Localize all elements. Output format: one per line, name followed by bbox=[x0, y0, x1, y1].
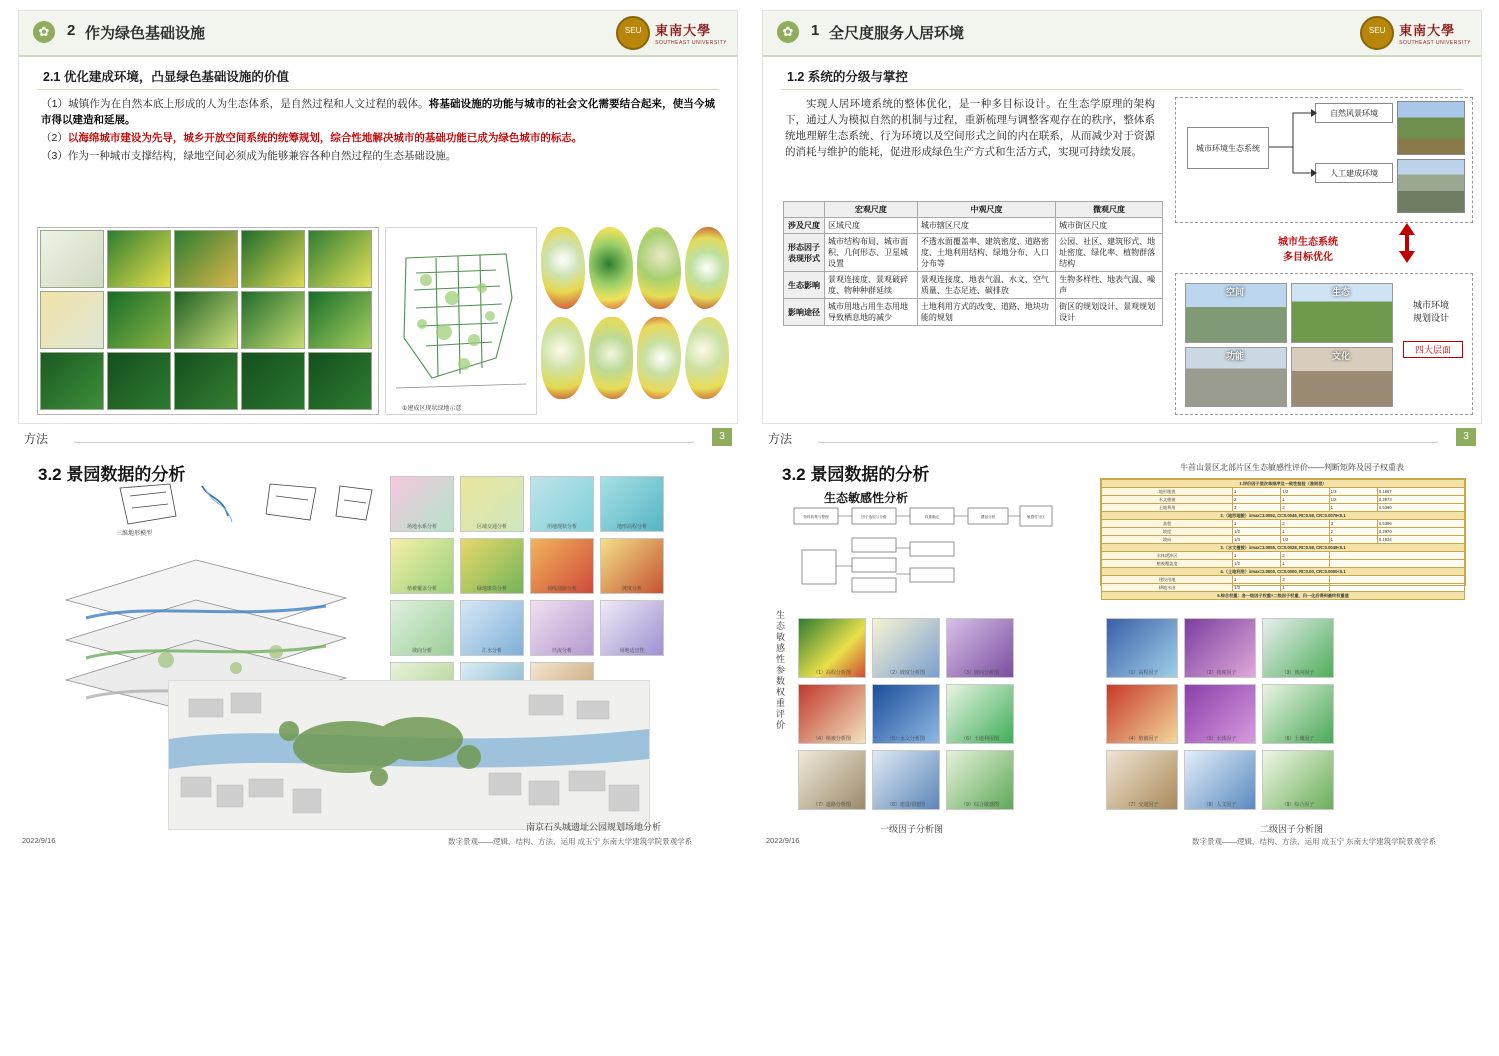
thumb-label: （2）坡度分析图 bbox=[887, 670, 925, 676]
thumb-label: （1）高程因子 bbox=[1125, 670, 1159, 676]
logo-subtext: SOUTHEAST UNIVERSITY bbox=[655, 40, 727, 46]
quad-label-culture: 文化 bbox=[1331, 351, 1350, 361]
diagram-box-built: 人工建成环境 bbox=[1315, 163, 1393, 183]
cell: 景观连接度、地表气温、水文、空气质量、生态足迹、碳排放 bbox=[917, 272, 1055, 299]
table-row bbox=[784, 272, 1163, 299]
thumb-label: 坡向分析 bbox=[411, 648, 432, 654]
diagram-side-label: 城市环境 规划设计 bbox=[1412, 300, 1449, 323]
thumb-label: （7）交通因子 bbox=[1125, 802, 1159, 808]
th-macro: 宏观尺度 bbox=[825, 202, 918, 218]
diagram-center-label: 城市生态系统 多目标优化 bbox=[1278, 237, 1338, 263]
thumb-label: （4）植被因子 bbox=[1125, 736, 1159, 742]
ahp-cell: 0.2970 bbox=[1377, 528, 1464, 536]
slide-number: 1 bbox=[811, 22, 820, 39]
ahp-cell: 1 bbox=[1281, 528, 1329, 536]
logo-subtext: SOUTHEAST UNIVERSITY bbox=[1399, 40, 1471, 46]
photo-built-environment bbox=[1397, 159, 1465, 213]
logo-text: 東南大學 bbox=[655, 23, 712, 38]
ahp-cell: 0.5360 bbox=[1377, 504, 1464, 512]
thumb-label: （3）坡向因子 bbox=[1281, 670, 1315, 676]
footer-date: 2022/9/16 bbox=[22, 836, 56, 845]
footer-info: 数字景观——逻辑、结构、方法、运用 成玉宁 东南大学建筑学院景观学系 bbox=[1192, 837, 1437, 846]
slide-top-left bbox=[18, 10, 738, 424]
row-head: 涉及尺度 bbox=[784, 218, 825, 234]
p3-normal: 作为一种城市支撑结构，绿地空间必须成为能够兼容各种自然过程的生态基础设施。 bbox=[67, 150, 457, 162]
thumb-label: （1）高程分析图 bbox=[813, 670, 851, 676]
ahp-section: 3.（水文植被）λmax=3.0055, CI=0.0028, RI=0.58, CR=0.0048<0.1 bbox=[1102, 544, 1465, 552]
cell: 生物多样性、地表气温、噪声 bbox=[1056, 272, 1163, 299]
ahp-cell: 高程 bbox=[1102, 520, 1233, 528]
svg-text:资料收集与整理: 资料收集与整理 bbox=[803, 515, 829, 519]
cell: 城市街区尺度 bbox=[1056, 218, 1163, 234]
ahp-cell: 0.5396 bbox=[1377, 520, 1464, 528]
ahp-cell: 2 bbox=[1281, 504, 1329, 512]
scale-table bbox=[783, 201, 1163, 326]
diagram-side-note: 四大层面 bbox=[1403, 341, 1463, 358]
slide-title: 全尺度服务人居环境 bbox=[829, 25, 965, 42]
table-row bbox=[784, 218, 1163, 234]
row-head: 生态影响 bbox=[784, 272, 825, 299]
thumb-label: （2）坡度因子 bbox=[1203, 670, 1237, 676]
slide-header bbox=[763, 11, 1481, 57]
ahp-cell: 建设用地 bbox=[1102, 576, 1233, 584]
slide-title: 作为绿色基础设施 bbox=[85, 25, 206, 42]
ahp-cell-blank bbox=[1329, 576, 1464, 584]
ahp-cell: 1 bbox=[1329, 536, 1377, 544]
ahp-cell: 1 bbox=[1281, 496, 1329, 504]
figure-grid-left bbox=[37, 227, 379, 415]
ahp-section: 2.（地形地貌）λmax=3.0092, CI=0.0046, RI=0.58, CR=0.0079<0.1 bbox=[1102, 512, 1465, 520]
thumb-label: （7）道路分析图 bbox=[813, 802, 851, 808]
diagram-box-natural: 自然风景环境 bbox=[1315, 103, 1393, 123]
thumb-label: 区域交通分析 bbox=[476, 524, 507, 530]
ahp-row-0: 1.评价因子层次单排序及一致性检验（准则层） bbox=[1102, 480, 1465, 488]
double-arrow-icon bbox=[1397, 223, 1417, 263]
diagram-box-system: 城市环境生态系统 bbox=[1187, 127, 1269, 169]
thumb-label: 植被覆盖分析 bbox=[406, 586, 437, 592]
ahp-cell: 1/2 bbox=[1281, 536, 1329, 544]
university-logo bbox=[1360, 17, 1471, 49]
ahp-cell: 3 bbox=[1281, 576, 1329, 584]
ahp-cell: 植被覆盖度 bbox=[1102, 560, 1233, 568]
page-number-badge: 3 bbox=[712, 428, 732, 446]
page-title: 3.2 景园数据的分析 bbox=[782, 465, 930, 484]
ahp-cell: 2 bbox=[1281, 520, 1329, 528]
slide-bottom-right bbox=[762, 428, 1480, 846]
masterplan-render bbox=[168, 680, 650, 830]
paragraph-1 bbox=[41, 96, 715, 128]
ahp-cell: 1/2 bbox=[1329, 496, 1377, 504]
cell: 景观连接度、景观破碎度、物种种群延续 bbox=[825, 272, 918, 299]
header-divider bbox=[74, 442, 694, 443]
thumb-label: （8）建设用地图 bbox=[887, 802, 925, 808]
slide-header bbox=[762, 428, 1480, 454]
flow-chart bbox=[792, 498, 1082, 608]
logo-seal-icon: SEU bbox=[1360, 16, 1394, 50]
thumb-label: 坡度分析 bbox=[621, 586, 642, 592]
thumb-label: 绿地斑块分析 bbox=[476, 586, 507, 592]
ahp-cell: 0.1667 bbox=[1377, 488, 1464, 496]
university-logo bbox=[616, 17, 727, 49]
sketch-row bbox=[110, 476, 376, 538]
ahp-cell: 1 bbox=[1233, 576, 1281, 584]
row-head: 影响途径 bbox=[784, 299, 825, 326]
header-label-method: 方法 bbox=[24, 432, 49, 446]
p2-lead: （2） bbox=[41, 132, 68, 144]
ahp-cell: 1 bbox=[1281, 560, 1329, 568]
thumb-label: （4）植被分析图 bbox=[813, 736, 851, 742]
th-micro: 微观尺度 bbox=[1056, 202, 1163, 218]
ahp-cell: 坡度 bbox=[1102, 528, 1233, 536]
thumb-label: （9）综合因子 bbox=[1281, 802, 1315, 808]
p2-red: 以海绵城市建设为先导，城乡开放空间系统的统筹规划，综合性地解决城市的基础功能已成为绿色城市的标志。 bbox=[67, 132, 583, 144]
p1-normal: 城镇作为在自然本底上形成的人为生态体系，是自然过程和人文过程的载体。 bbox=[68, 98, 429, 110]
slide-header bbox=[19, 11, 737, 57]
gear-icon: ✿ bbox=[777, 21, 799, 43]
thumb-label: （9）综合敏感图 bbox=[961, 802, 999, 808]
thumb-label: 地形高程分析 bbox=[616, 524, 647, 530]
p1-bold: 将基础设施的功能与城市的社会文化需要结合起来，使当今城市得以建造和延展。 bbox=[41, 98, 716, 126]
header-label-method: 方法 bbox=[768, 432, 793, 446]
section-heading: 2.1 优化建成环境，凸显绿色基础设施的价值 bbox=[43, 70, 289, 84]
ahp-cell: 1/3 bbox=[1233, 536, 1281, 544]
thumb-label: 径流分析 bbox=[551, 648, 572, 654]
ahp-cell: 水文植被 bbox=[1102, 496, 1233, 504]
ahp-cell-blank bbox=[1329, 584, 1464, 592]
slide-number: 2 bbox=[67, 22, 76, 39]
ahp-matrix-table bbox=[1100, 478, 1466, 598]
ahp-cell: 土地利用 bbox=[1102, 504, 1233, 512]
cell: 街区的规划设计、景观规划设计 bbox=[1056, 299, 1163, 326]
photo-natural-landscape bbox=[1397, 101, 1465, 155]
paragraph-3 bbox=[41, 148, 715, 164]
ahp-cell: 1 bbox=[1233, 520, 1281, 528]
ahp-cell-blank bbox=[1329, 560, 1464, 568]
figure-grid-right bbox=[541, 227, 731, 413]
thumb-label: （5）水文分析图 bbox=[887, 736, 925, 742]
slide-header bbox=[18, 428, 736, 454]
ahp-cell: 3 bbox=[1233, 504, 1281, 512]
ahp-cell-blank bbox=[1329, 552, 1464, 560]
ahp-section: 5.综合权重：各一级因子权重×二级因子权重，归一化后得到最终权重值 bbox=[1102, 592, 1465, 600]
ahp-cell: 1/2 bbox=[1233, 528, 1281, 536]
ahp-cell: 2 bbox=[1329, 528, 1377, 536]
quad-label-function: 功能 bbox=[1225, 351, 1244, 361]
p3-lead: （3） bbox=[41, 150, 68, 162]
ahp-cell: 3 bbox=[1329, 520, 1377, 528]
primary-factor-grid bbox=[798, 618, 1022, 818]
right-grid-caption: 二级因子分析图 bbox=[1260, 824, 1324, 834]
svg-text:叠加分析: 叠加分析 bbox=[980, 515, 996, 519]
section-heading: 1.2 系统的分级与掌控 bbox=[787, 70, 908, 84]
thumb-label: 用地适宜性 bbox=[619, 648, 645, 654]
slide-top-right bbox=[762, 10, 1482, 424]
p1-lead: （1） bbox=[41, 98, 69, 110]
thumb-label: （3）坡向分析图 bbox=[961, 670, 999, 676]
divider bbox=[37, 89, 719, 90]
vertical-axis-label: 生态敏感性参数权重评价 bbox=[775, 610, 785, 731]
gear-icon: ✿ bbox=[33, 21, 55, 43]
ahp-cell: 2 bbox=[1233, 496, 1281, 504]
svg-text:权重确定: 权重确定 bbox=[924, 515, 940, 519]
table-row bbox=[784, 234, 1163, 272]
ahp-section: 4.（土地利用）λmax=2.0000, CI=0.0000, RI=0.00, CR=0.0000<0.1 bbox=[1102, 568, 1465, 576]
masterplan-caption: 南京石头城遗址公园规划场地分析 bbox=[526, 822, 662, 832]
figure-site-plan bbox=[385, 227, 537, 415]
thumb-label: （5）水体因子 bbox=[1203, 736, 1237, 742]
left-grid-caption: 一级因子分析图 bbox=[880, 824, 944, 834]
cell: 城市用地占用生态用地导致栖息地的减少 bbox=[825, 299, 918, 326]
ahp-cell: 地形地貌 bbox=[1102, 488, 1233, 496]
secondary-factor-grid bbox=[1106, 618, 1340, 818]
quad-label-ecology: 生态 bbox=[1331, 287, 1350, 297]
ahp-cell: 0.1634 bbox=[1377, 536, 1464, 544]
thumb-label: （8）人文因子 bbox=[1203, 802, 1237, 808]
diagram-connector-arrows bbox=[1263, 103, 1323, 189]
paragraph-2 bbox=[41, 130, 715, 146]
thumb-label: 场地水系分析 bbox=[406, 524, 437, 530]
thumb-label: （6）土壤因子 bbox=[1281, 736, 1315, 742]
ahp-cell: 1 bbox=[1329, 504, 1377, 512]
footer-date: 2022/9/16 bbox=[766, 836, 800, 845]
logo-seal-icon: SEU bbox=[616, 16, 650, 50]
slide-bottom-left bbox=[18, 428, 736, 846]
table-header-row bbox=[784, 202, 1163, 218]
page-title: 3.2 景园数据的分析 bbox=[38, 465, 186, 484]
ahp-cell: 坡向 bbox=[1102, 536, 1233, 544]
ahp-cell: 1/3 bbox=[1233, 584, 1281, 592]
figure-caption-center: ①建成区现状绿地示意 bbox=[402, 406, 462, 412]
thumb-label: 用地现状分析 bbox=[546, 524, 577, 530]
th-blank bbox=[784, 202, 825, 218]
ahp-cell: 耕地水田 bbox=[1102, 584, 1233, 592]
quad-label-space: 空间 bbox=[1225, 287, 1244, 297]
footer-info: 数字景观——逻辑、结构、方法、运用 成玉宁 东南大学建筑学院景观学系 bbox=[448, 837, 693, 846]
cell: 城市辖区尺度 bbox=[917, 218, 1055, 234]
th-meso: 中观尺度 bbox=[917, 202, 1055, 218]
page-number-badge: 3 bbox=[1456, 428, 1476, 446]
body-paragraph: 实现人居环境系统的整体优化，是一种多目标设计。在生态学原理的架构下，通过人为模拟自然的机制与过程，重新梳理与调整客观存在的秩序，整体系统地理解生态系统、行为环境以及空间形式之间的内在联系，从而减少对于资源的消耗与维护的能耗，促进形成绿色生产方式和生活方式，实现可持续发展。 bbox=[785, 98, 1155, 158]
row-head: 形态因子表现形式 bbox=[784, 234, 825, 272]
table-title: 牛首山景区北部片区生态敏感性评价——判断矩阵及因子权重表 bbox=[1180, 463, 1404, 472]
cell: 土地利用方式的改变、道路、地块功能的规划 bbox=[917, 299, 1055, 326]
ahp-cell: 1/3 bbox=[1329, 488, 1377, 496]
ahp-cell: 1 bbox=[1281, 584, 1329, 592]
logo-text: 東南大學 bbox=[1399, 23, 1456, 38]
header-divider bbox=[818, 442, 1438, 443]
cell: 不透水面覆盖率、建筑密度、道路密度、土地利用结构、绿地分布、人口分布等 bbox=[917, 234, 1055, 272]
thumb-label: （6）土地利用图 bbox=[961, 736, 999, 742]
cell: 城市结构布局、城市面积、几何形态、卫星城设置 bbox=[825, 234, 918, 272]
page-subtitle: 生态敏感性分析 bbox=[824, 491, 909, 505]
sketch-caption: 三维地形模型 bbox=[116, 531, 153, 537]
svg-text:因子选取与分级: 因子选取与分级 bbox=[861, 515, 887, 519]
ahp-cell: 1 bbox=[1233, 488, 1281, 496]
table-row bbox=[784, 299, 1163, 326]
ahp-cell: 水体缓冲区 bbox=[1102, 552, 1233, 560]
ahp-cell: 1 bbox=[1233, 552, 1281, 560]
thumb-label: 汇水分析 bbox=[481, 648, 502, 654]
cell: 公园、社区、建筑形式、地址密度、绿化率、植物群落结构 bbox=[1056, 234, 1163, 272]
ahp-cell: 2 bbox=[1281, 552, 1329, 560]
ahp-cell: 1/2 bbox=[1233, 560, 1281, 568]
divider bbox=[781, 89, 1463, 90]
thumb-label: 视线通廊分析 bbox=[546, 586, 577, 592]
cell: 区域尺度 bbox=[825, 218, 918, 234]
ahp-cell: 0.2973 bbox=[1377, 496, 1464, 504]
svg-text:敏感性分区: 敏感性分区 bbox=[1027, 515, 1045, 519]
ahp-cell: 1/2 bbox=[1281, 488, 1329, 496]
